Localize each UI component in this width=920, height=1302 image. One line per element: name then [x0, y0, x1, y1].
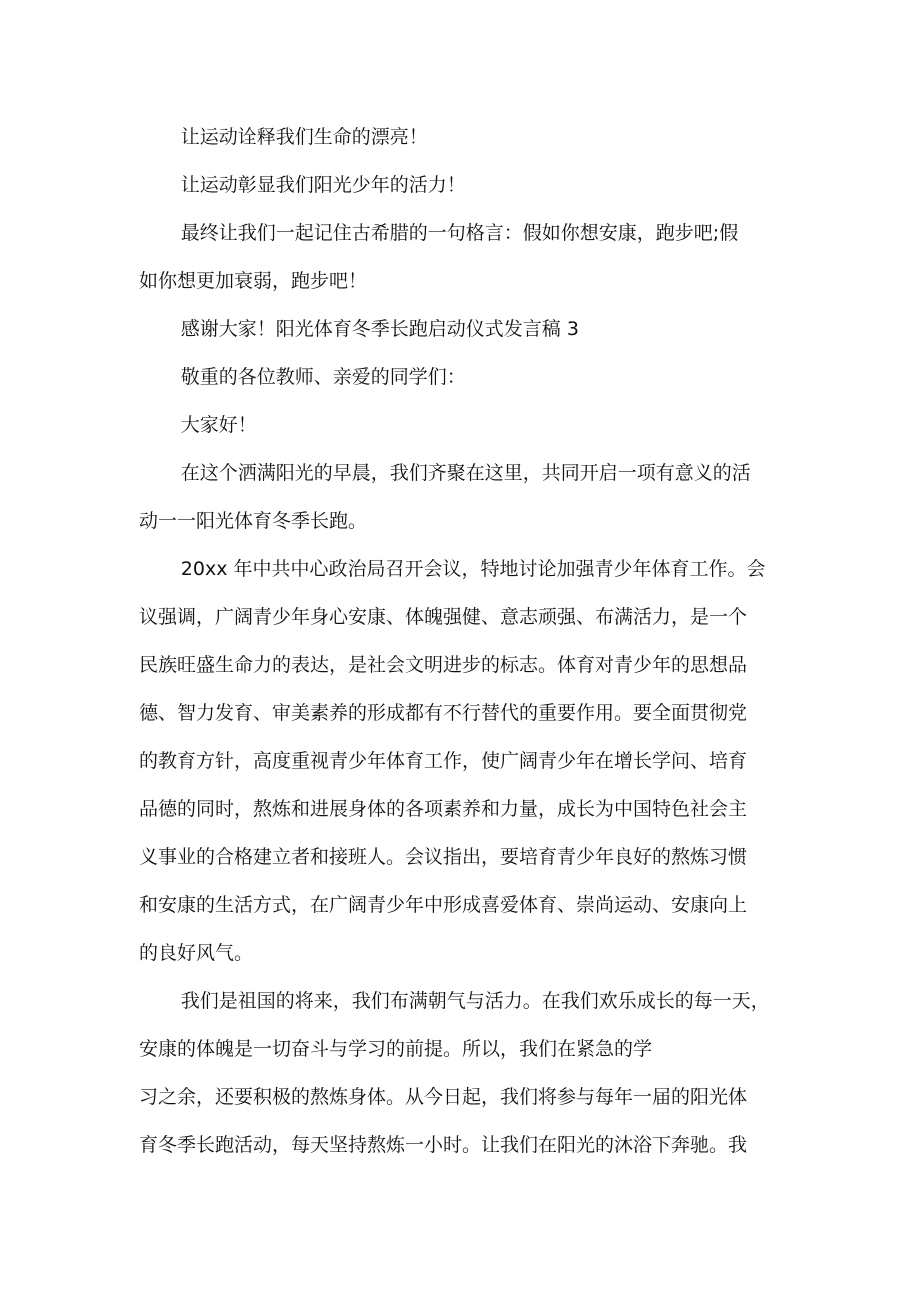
paragraph-6-greeting: [139, 401, 785, 449]
text-line: 让运动彰显我们阳光少年的活力！: [180, 174, 466, 196]
paragraph-1: [139, 113, 785, 161]
text-line: 育冬季长跑活动，每天坚持熬炼一小时。让我们在阳光的沐浴下奔驰。我: [139, 1134, 748, 1156]
text-line: 敬重的各位教师、亲爱的同学们：: [180, 366, 466, 388]
paragraph-9: [139, 977, 785, 1073]
paragraph-3: [139, 209, 785, 305]
paragraph-4-heading: [139, 305, 785, 353]
paragraph-2: [139, 161, 785, 209]
text-line: 的教育方针，高度重视青少年体育工作，使广阔青少年在增长学问、培育: [139, 750, 748, 772]
paragraph-8: [139, 545, 785, 977]
document-body: [139, 113, 785, 1169]
text-line: 义事业的合格建立者和接班人。会议指出，要培育青少年良好的熬炼习惯: [139, 846, 748, 868]
text-line: 品德的同时，熬炼和进展身体的各项素养和力量，成长为中国特色社会主: [139, 798, 748, 820]
text-line: 议强调，广阔青少年身心安康、体魄强健、意志顽强、布满活力，是一个: [139, 606, 748, 628]
text-line: 最终让我们一起记住古希腊的一句格言：假如你想安康，跑步吧;假: [180, 222, 739, 244]
text-line: 在这个洒满阳光的早晨，我们齐聚在这里，共同开启一项有意义的活: [180, 462, 751, 484]
text-line: 感谢大家！阳光体育冬季长跑启动仪式发言稿 3: [180, 318, 579, 340]
text-line: 我们是祖国的将来，我们布满朝气与活力。在我们欢乐成长的每一天，: [180, 990, 770, 1012]
paragraph-10: [139, 1073, 785, 1169]
text-line: 20xx 年中共中心政治局召开会议，特地讨论加强青少年体育工作。会: [180, 558, 766, 580]
text-line: 习之余，还要积极的熬炼身体。从今日起，我们将参与每年一届的阳光体: [139, 1086, 748, 1108]
paragraph-5-salutation: [139, 353, 785, 401]
text-line: 让运动诠释我们生命的漂亮！: [180, 126, 428, 148]
text-line: 和安康的生活方式，在广阔青少年中形成喜爱体育、崇尚运动、安康向上: [139, 894, 748, 916]
text-line: 德、智力发育、审美素养的形成都有不行替代的重要作用。要全面贯彻党: [139, 702, 748, 724]
paragraph-7: [139, 449, 785, 545]
text-line: 大家好！: [180, 414, 257, 436]
text-line: 的良好风气。: [139, 942, 254, 964]
text-line: 安康的体魄是一切奋斗与学习的前提。所以，我们在紧急的学: [139, 1038, 653, 1060]
text-line: 民族旺盛生命力的表达，是社会文明进步的标志。体育对青少年的思想品: [139, 654, 748, 676]
text-line: 动一一阳光体育冬季长跑。: [139, 510, 368, 532]
text-line: 如你想更加衰弱，跑步吧！: [139, 270, 368, 292]
